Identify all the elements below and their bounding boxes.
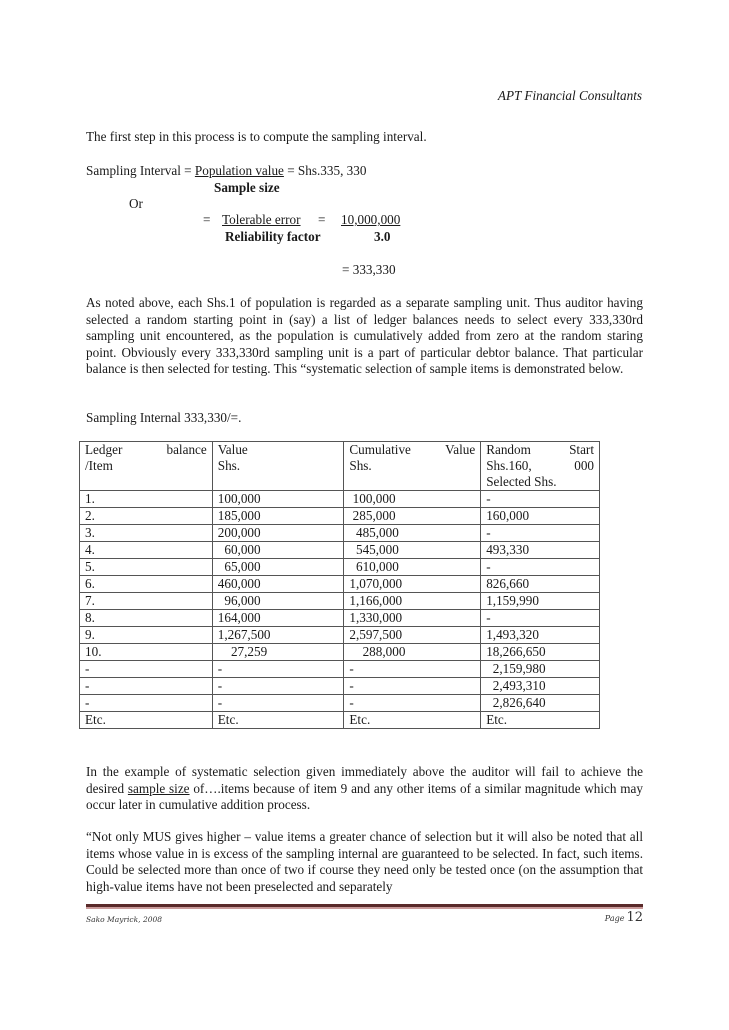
header-text: Shs. (217, 458, 241, 473)
header-text: Shs.160, (486, 458, 532, 473)
cell-cumulative: - (344, 661, 481, 678)
cell-value: 96,000 (212, 593, 344, 610)
cell-cumulative: 1,070,000 (344, 576, 481, 593)
sample-size-term: sample size (127, 780, 190, 796)
cell-item: 10. (80, 644, 213, 661)
header-text: balance (166, 442, 207, 457)
formula-denominator-1: Sample size (214, 180, 280, 195)
cell-item: 4. (80, 542, 213, 559)
formula-denominator-2: Reliability factor (225, 229, 321, 244)
cell-selected: 2,159,980 (481, 661, 600, 678)
header-text: Selected Shs. (486, 474, 557, 489)
cell-selected: 1,493,320 (481, 627, 600, 644)
cell-cumulative: 610,000 (344, 559, 481, 576)
formula-numerator-2: Tolerable error (222, 212, 301, 227)
formula-result-1: = Shs.335, 330 (283, 163, 367, 178)
table-row (80, 644, 600, 661)
cell-item: Etc. (80, 712, 213, 729)
cell-selected: 18,266,650 (481, 644, 600, 661)
formula-numerator-1: Population value (194, 163, 284, 178)
table-row (80, 491, 600, 508)
intro-text: The first step in this process is to compute the sampling interval. (86, 129, 427, 144)
cell-cumulative: - (344, 695, 481, 712)
formula-value-2: 10,000,000 (341, 212, 401, 227)
cell-item: 6. (80, 576, 213, 593)
cell-value: 185,000 (212, 508, 344, 525)
table-row (80, 610, 600, 627)
cell-cumulative: 285,000 (344, 508, 481, 525)
cell-value: 100,000 (212, 491, 344, 508)
header-cumulative-value (344, 442, 481, 491)
cell-cumulative: 100,000 (344, 491, 481, 508)
cell-selected: 1,159,990 (481, 593, 600, 610)
table-row (80, 542, 600, 559)
cell-selected: - (481, 610, 600, 627)
cell-value: - (212, 678, 344, 695)
cell-cumulative: 545,000 (344, 542, 481, 559)
cell-value: 65,000 (212, 559, 344, 576)
header-text: Value (445, 442, 476, 457)
cell-selected: - (481, 559, 600, 576)
page-label: Page (604, 914, 625, 923)
header-text: 000 (574, 458, 594, 473)
footer-page (605, 910, 643, 925)
cell-item: 3. (80, 525, 213, 542)
formula-eq-2: = (318, 212, 326, 227)
page-number: 12 (626, 910, 643, 925)
header-ledger-balance (80, 442, 213, 491)
table-row (80, 593, 600, 610)
table-row (80, 695, 600, 712)
formula-eq: = (203, 212, 211, 227)
cell-selected: 493,330 (481, 542, 600, 559)
paragraph-text: of….items because of item 9 and any other items of a similar magnitude which may occur later in cumulative addition process. (86, 780, 643, 813)
footer-rule-thin (86, 907, 643, 909)
cell-item: - (80, 695, 213, 712)
cell-item: 1. (80, 491, 213, 508)
header-text: Random (486, 442, 531, 457)
cell-item: 2. (80, 508, 213, 525)
cell-item: 9. (80, 627, 213, 644)
cell-selected: 160,000 (481, 508, 600, 525)
cell-cumulative: 1,330,000 (344, 610, 481, 627)
paragraph-mus-explanation: As noted above, each Shs.1 of population is regarded as a separate sampling unit. Thus auditor having selected a random starting point in (say) a list of ledger balances needs to select every 333,330rd sampling unit encountered, as the population is cumulatively added from zero at the random staring point. Obviously every 333,330rd sampling unit is a part of particular debtor balance. That particular balance is then selected for testing. This “systematic selection of sample items is demonstrated below. (86, 295, 643, 377)
cell-selected: 2,826,640 (481, 695, 600, 712)
cell-selected: - (481, 525, 600, 542)
table-row (80, 576, 600, 593)
cell-item: - (80, 661, 213, 678)
table-row (80, 712, 600, 729)
table-header-row (80, 442, 600, 491)
header-text: Shs. (349, 458, 372, 473)
cell-value: Etc. (212, 712, 344, 729)
table-row (80, 559, 600, 576)
formula-or: Or (129, 196, 143, 211)
formula-line-1 (86, 163, 366, 180)
table-row (80, 678, 600, 695)
cell-value: 1,267,500 (212, 627, 344, 644)
formula-label: Sampling Interval = (86, 163, 195, 178)
header-title: APT Financial Consultants (497, 88, 642, 103)
paragraph-mus-quote: “Not only MUS gives higher – value items a greater chance of selection but it will also be noted that all items whose value in is excess of the sampling internal are guaranteed to be selected. In fact, such items. Could be selected more than once of two if course they need only be tested once (on the assumption that high-value items have not been preselected and separately (86, 829, 643, 894)
table-row (80, 627, 600, 644)
footer-author: Sako Mayrick, 2008 (86, 915, 163, 924)
cell-cumulative: 2,597,500 (344, 627, 481, 644)
formula-final: = 333,330 (342, 262, 396, 277)
sampling-internal-label: Sampling Internal 333,330/=. (86, 410, 242, 425)
header-text: Value (217, 442, 248, 457)
cell-value: - (212, 661, 344, 678)
cell-value: 60,000 (212, 542, 344, 559)
paragraph-sample-size (86, 764, 643, 814)
cell-item: 7. (80, 593, 213, 610)
cell-selected: Etc. (481, 712, 600, 729)
cell-value: 460,000 (212, 576, 344, 593)
cell-selected: - (481, 491, 600, 508)
cell-cumulative: 485,000 (344, 525, 481, 542)
cell-selected: 2,493,310 (481, 678, 600, 695)
header-text: Cumulative (349, 442, 411, 457)
cell-cumulative: 1,166,000 (344, 593, 481, 610)
header-text: Ledger (85, 442, 123, 457)
cell-value: 27,259 (212, 644, 344, 661)
ledger-table (79, 441, 600, 729)
paragraph-text: In the example of systematic selection given immediately above the auditor will fail to achieve the desired (86, 764, 643, 796)
header-random-start (481, 442, 600, 491)
cell-item: 5. (80, 559, 213, 576)
cell-value: 200,000 (212, 525, 344, 542)
cell-value: 164,000 (212, 610, 344, 627)
header-value (212, 442, 344, 491)
formula-divisor-2: 3.0 (374, 229, 391, 244)
cell-item: 8. (80, 610, 213, 627)
cell-cumulative: - (344, 678, 481, 695)
cell-cumulative: 288,000 (344, 644, 481, 661)
header-text: /Item (85, 458, 113, 473)
cell-item: - (80, 678, 213, 695)
table-row (80, 661, 600, 678)
table-row (80, 525, 600, 542)
cell-cumulative: Etc. (344, 712, 481, 729)
table-row (80, 508, 600, 525)
header-text: Start (569, 442, 594, 457)
cell-selected: 826,660 (481, 576, 600, 593)
cell-value: - (212, 695, 344, 712)
